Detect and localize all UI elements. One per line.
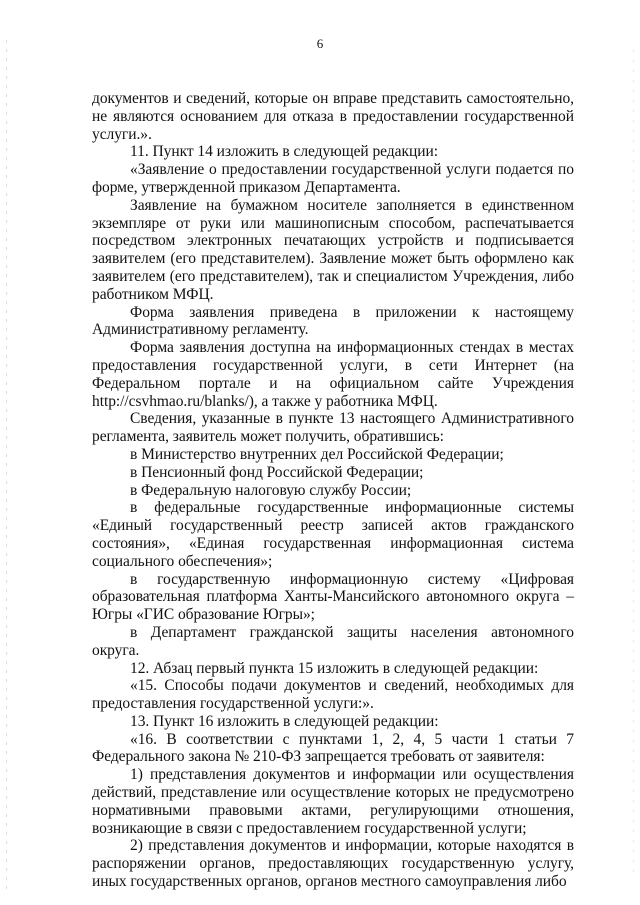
paragraph: 2) представления документов и информации, которые находятся в распоряжении органов, предоставляющих государственную услугу, иных государственных органов, органов местного самоуправления либо <box>92 837 574 891</box>
paragraph: в Федеральную налоговую службу России; <box>130 481 412 499</box>
document-body <box>92 90 574 891</box>
paragraph: документов и сведений, которые он вправе представить самостоятельно, не являются основанием для отказа в предоставлении государственной услуги.». <box>92 90 574 143</box>
paragraph: Заявление на бумажном носителе заполняется в единственном экземпляре от руки или машинописным способом, распечатывается посредством электронных печатающих устройств и подписывается заявителем (его представителем). Заявление может быть оформлено как заявителем (его представителем), так и специалистом Учреждения, либо работником МФЦ. <box>92 196 574 303</box>
paragraph: в государственную информационную систему «Цифровая образовательная платформа Ханты-Мансийского автономного округа – Югры «ГИС образование Югры»; <box>92 570 574 624</box>
paragraph: Форма заявления доступна на информационных стендах в местах предоставления государственной услуги, в сети Интернет (на Федеральном портале и на официальном сайте Учреждения http://csvhmao.ru/blanks/), а также у работника МФЦ. <box>92 339 574 410</box>
paragraph: Сведения, указанные в пункте 13 настоящего Административного регламента, заявитель может получить, обратившись: <box>92 410 574 446</box>
page-number: 6 <box>316 36 324 51</box>
paragraph: в Департамент гражданской защиты населения автономного округа. <box>92 623 574 659</box>
paragraph: 11. Пункт 14 изложить в следующей редакции: <box>130 143 438 161</box>
paragraph: 13. Пункт 16 изложить в следующей редакции: <box>130 712 439 730</box>
paragraph: «Заявление о предоставлении государственной услуги подается по форме, утвержденной приказом Департамента. <box>92 161 574 196</box>
paragraph: в Министерство внутренних дел Российской Федерации; <box>130 445 504 463</box>
paragraph: 12. Абзац первый пункта 15 изложить в следующей редакции: <box>130 659 539 677</box>
paragraph: в Пенсионный фонд Российской Федерации; <box>130 463 424 481</box>
paragraph: в федеральные государственные информационные системы «Единый государственный реестр записей актов гражданского состояния», «Единая государственная информационная система социального обеспечения»; <box>92 499 574 570</box>
scan-edge-right <box>633 50 634 880</box>
paragraph: «16. В соответствии с пунктами 1, 2, 4, 5 части 1 статьи 7 Федерального закона № 210-ФЗ запрещается требовать от заявителя: <box>92 730 574 766</box>
paragraph: «15. Способы подачи документов и сведений, необходимых для предоставления государственной услуги:». <box>92 677 574 713</box>
scan-edge-left <box>6 40 7 890</box>
paragraph: 1) представления документов и информации или осуществления действий, представление или осуществление которых не предусмотрено нормативными правовыми актами, регулирующими отношения, возникающие в связи с предоставлением государственной услуги; <box>92 766 574 837</box>
paragraph: Форма заявления приведена в приложении к настоящему Административному регламенту. <box>92 303 574 339</box>
